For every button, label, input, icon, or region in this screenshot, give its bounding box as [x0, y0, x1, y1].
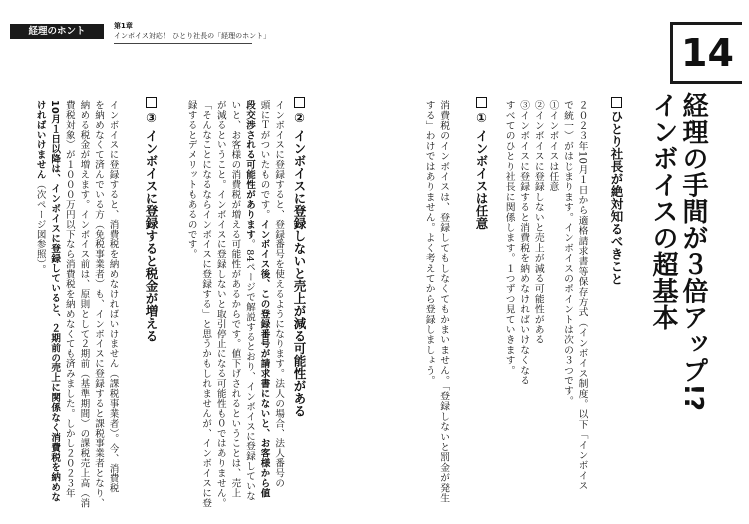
- text-run: 。84ページで解説するとおり、インボイスに登録していな: [243, 239, 255, 502]
- text-run: 消費税のインボイスは、登録してもしなくてもかまいません。「登録しないと罰金が発生: [438, 100, 450, 504]
- text-run: インボイスに登録すると、消費税を納めなければいけません（課税事業者）。今、消費税: [107, 100, 119, 494]
- body-line: [241, 100, 256, 508]
- text-run: ２０２３年10月１日から適格請求書等保存方式（インボイス制度。以下「インボイス: [576, 100, 588, 491]
- text-run: する」わけではありません。よく考えてから登録しましょう。: [423, 100, 435, 386]
- header-chapter: 第1章: [114, 22, 133, 30]
- heading-tax-increase: [143, 97, 159, 342]
- checkbox-square-icon: [476, 97, 487, 108]
- body-optional: [421, 100, 450, 503]
- body-line: [76, 100, 91, 508]
- header-tag: 経理のホント: [10, 24, 104, 39]
- title-line-1: 経理の手間が３倍アップ!?: [678, 92, 708, 412]
- body-tax-increase: [32, 100, 120, 508]
- heading-must-know: [608, 97, 624, 285]
- text-run: 録するとデメリットもあるのです。: [185, 100, 197, 260]
- text-run: で統一）がはじまります。インボイスのポイントは次の３つです。: [561, 100, 573, 406]
- checkbox-square-icon: [294, 97, 305, 108]
- text-run: すべてのひとり社長に関係します。１つずつ見ていきます。: [503, 100, 515, 376]
- body-line: [530, 100, 545, 491]
- section-number: 14: [670, 22, 742, 84]
- body-line: [501, 100, 516, 491]
- emphasis-text: 段交渉される可能性があります: [243, 100, 255, 240]
- emphasis-text: インボイス後、この登録番号が請求書にないと、お客様から値: [258, 219, 270, 499]
- text-run: 頭にＴがついたものです。: [258, 100, 270, 220]
- header-rule: [114, 43, 252, 44]
- body-line: [559, 100, 574, 491]
- text-run: を納めなくて済んでいる方（免税事業者）も、インボイスに登録すると課税事業者となり、: [92, 100, 104, 508]
- body-sales-decrease: [183, 100, 285, 508]
- text-run: ③インボイスに登録すると消費税を納めなければいけなくなる: [518, 100, 530, 386]
- body-must-know: [501, 100, 589, 491]
- heading-text: ひとり社長が絶対知るべきこと: [609, 110, 624, 285]
- body-line: [421, 100, 436, 503]
- text-run: （次ページ図参照）。: [34, 179, 46, 275]
- body-line: [271, 100, 286, 508]
- body-line: [227, 100, 242, 508]
- body-line: [183, 100, 198, 508]
- text-run: が減るということ。インボイスに登録しないと取引停止になる可能性も０ではありません。: [214, 100, 226, 508]
- body-line: [212, 100, 227, 508]
- emphasis-text: 10月１日以降は、インボイスに登録していると、２期前の売上に関係なく消費税を納めな: [49, 100, 61, 503]
- body-line: [32, 100, 47, 508]
- body-line: [256, 100, 271, 508]
- heading-text: ② インボイスに登録しないと売上が減る可能性がある: [292, 110, 307, 417]
- text-run: インボイスに登録すると、登録番号を使えるようになります。法人の場合、法人番号の: [273, 100, 285, 489]
- body-line: [61, 100, 76, 508]
- checkbox-square-icon: [611, 97, 622, 108]
- body-line: [574, 100, 589, 491]
- header-series: インボイス対応！ ひとり社長の「経理のホント」: [114, 32, 271, 40]
- body-line: [90, 100, 105, 508]
- emphasis-text: ければいけません: [34, 100, 46, 180]
- heading-text: ③ インボイスに登録すると税金が増える: [144, 110, 159, 342]
- text-run: いと、お客様の消費税が増える可能性があるからです。値下げされるということは、売上: [229, 100, 241, 498]
- running-header: [10, 22, 271, 48]
- text-run: 費税対象）が１０００万円以下なら消費税を納めなくても済みました。しかし２０２３年: [63, 100, 75, 498]
- body-line: [198, 100, 213, 508]
- text-run: 納める税金が増えます。インボイス前は、原則として２期前（基準期間）の課税売上高（消: [78, 100, 90, 508]
- heading-text: ① インボイスは任意: [474, 110, 489, 230]
- heading-sales-decrease: [291, 97, 307, 417]
- title-line-2: インボイスの超基本: [648, 92, 678, 331]
- text-run: ②インボイスに登録しないと売上が減る可能性がある: [532, 100, 544, 345]
- body-line: [105, 100, 120, 508]
- body-line: [516, 100, 531, 491]
- page-title: [648, 92, 708, 411]
- text-run: 「そんなことになるならインボイスに登録する」と思うかもしれませんが、インボイスに登: [200, 100, 212, 508]
- text-run: ①インボイスは任意: [547, 100, 559, 192]
- body-line: [436, 100, 451, 503]
- body-line: [545, 100, 560, 491]
- heading-optional: [473, 97, 489, 229]
- body-line: [47, 100, 62, 508]
- checkbox-square-icon: [146, 97, 157, 108]
